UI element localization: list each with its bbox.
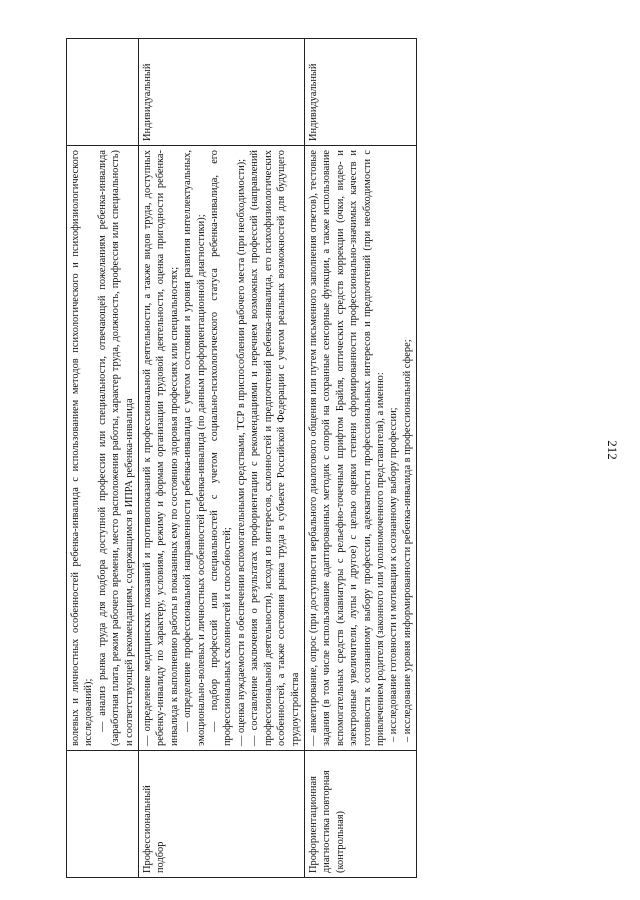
table-row xyxy=(304,39,416,878)
services-table xyxy=(66,38,417,878)
content-line: волевых и личностных особенностей ребенка-инвалида с использованием методов психологического и психофизиологического исследований); xyxy=(70,150,95,746)
cell-service-type: Индивидуальный xyxy=(304,39,416,146)
cell-service-name xyxy=(67,751,139,878)
rotated-document-table xyxy=(66,38,606,878)
table-row xyxy=(67,39,139,878)
content-line: — подбор профессий или специальностей с учетом социально-психологического статуса ребенка-инвалида, его профессиональных склонностей и способностей; xyxy=(209,150,234,746)
cell-service-name: Профессиональный подбор xyxy=(139,751,305,878)
cell-service-type xyxy=(67,39,139,146)
cell-service-content xyxy=(67,146,139,751)
cell-service-type: Индивидуальный xyxy=(139,39,305,146)
content-line: — оценка нуждаемости в обеспечении вспомогательными средствами, ТСР в приспособлении рабочего места (при необходимости); xyxy=(235,158,247,746)
page-number: 212 xyxy=(605,440,620,460)
content-line: — анкетирование, опрос (при доступности вербального диалогового общения или путем письменного заполнения ответов), тестовые задания (в том числе использование адаптированных методик с опорой на сохранные сенсорные функции, а также использование вспомогательных средств (клавиатуры с рельефно-точечным шрифтом Брайля, оптических средств коррекции (очки, видео- и электронные увеличители, лупы и другое) с целью оценки степени сформированности профессионально-значимых качеств и готовности к осознанному выбору профессии, адекватности профессиональных интересов и предпочтений (при необходимости с привлечением родителя (законного или уполномоченного представителя), а именно: xyxy=(307,150,386,746)
content-line: – исследование готовности и мотивации к осознанному выбору профессии; xyxy=(388,407,400,742)
cell-service-name: Профориентационная диагностика повторная (контрольная) xyxy=(304,751,416,878)
cell-service-content xyxy=(304,146,416,751)
content-line: — определение профессиональной направленности ребенка-инвалида с учетом состояния и уровня развития интеллектуальных, эмоционально-волевых и личностных особенностей ребенка-инвалида (по данным профориентационной диагностики); xyxy=(182,150,207,746)
table-row xyxy=(139,39,305,878)
content-line: — определение медицинских показаний и противопоказаний к профессиональной деятельности, а также видов труда, доступных ребенку-инвалиду по характеру, условиям, режиму и формам организации трудовой деятельности, оценка пригодности ребенка-инвалида к выполнению работы в показанных ему по состоянию здоровья профессиях или специальностях; xyxy=(142,150,180,746)
content-line: – исследование уровня информированности ребенка-инвалида в профессиональной сфере; xyxy=(401,339,413,742)
cell-service-content xyxy=(139,146,305,751)
content-line: — анализ рынка труда для подбора доступной профессии или специальности, отвечающей пожеланиям ребенка-инвалида (заработная плата, режим рабочего времени, место расположения работы, характер труда, должность, профессия или специальность) и соответствующей рекомендациям, содержащимся в ИПРА ребенка-инвалида xyxy=(96,150,135,746)
content-line: — составление заключения о результатах профориентации с рекомендациями и перечнем возможных профессий (направлений профессиональной деятельности), исходя из интересов, склонностей и предпочтений ребенка-инвалида, его психофизиологических особенностей, а также состояния рынка труда в субъекте Российской Федерации с учетом реальных возможностей для будущего трудоустройства xyxy=(249,150,301,746)
